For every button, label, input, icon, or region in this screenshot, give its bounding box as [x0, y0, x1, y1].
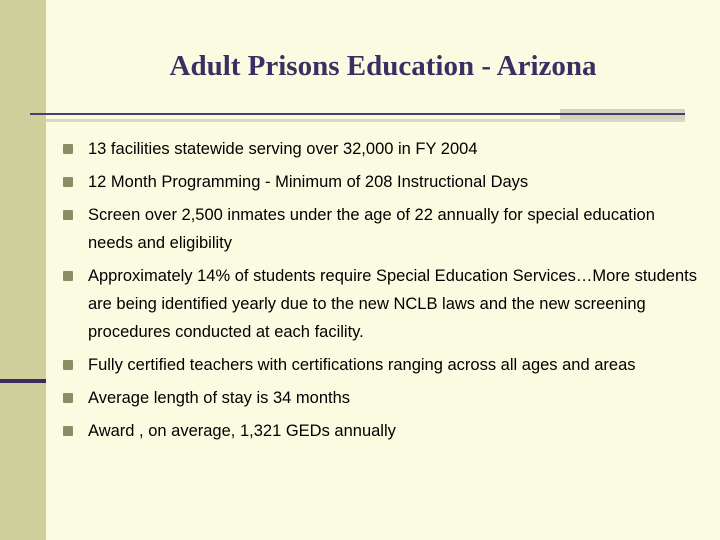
square-bullet-icon	[63, 426, 73, 436]
bullet-text: Average length of stay is 34 months	[88, 389, 351, 407]
bullet-text: Fully certified teachers with certifications ranging across all ages and areas	[88, 356, 636, 374]
bullet-item	[60, 201, 700, 257]
bullet-item	[60, 351, 700, 379]
bullet-text: Award , on average, 1,321 GEDs annually	[88, 422, 396, 440]
bullet-text: Approximately 14% of students require Special Education Services…More students are being identified yearly due to the new NCLB laws and the new screening procedures conducted at each facility.	[88, 267, 697, 341]
bullet-text: 13 facilities statewide serving over 32,000 in FY 2004	[88, 140, 478, 158]
bullet-item	[60, 135, 700, 163]
bullet-item	[60, 417, 700, 445]
bullet-item	[60, 262, 700, 346]
bullet-text: 12 Month Programming - Minimum of 208 Instructional Days	[88, 173, 529, 191]
square-bullet-icon	[63, 360, 73, 370]
slide-title: Adult Prisons Education - Arizona	[169, 50, 597, 82]
left-band-accent-line	[0, 379, 46, 383]
bullet-item	[60, 384, 700, 412]
bullet-text: Screen over 2,500 inmates under the age of 22 annually for special education needs and eligibility	[88, 206, 655, 252]
title-rule	[30, 113, 685, 115]
square-bullet-icon	[63, 393, 73, 403]
bullet-list	[60, 135, 700, 450]
title-rule-light	[46, 119, 685, 122]
square-bullet-icon	[63, 210, 73, 220]
left-decorative-band	[0, 0, 46, 540]
square-bullet-icon	[63, 177, 73, 187]
square-bullet-icon	[63, 271, 73, 281]
square-bullet-icon	[63, 144, 73, 154]
bullet-item	[60, 168, 700, 196]
